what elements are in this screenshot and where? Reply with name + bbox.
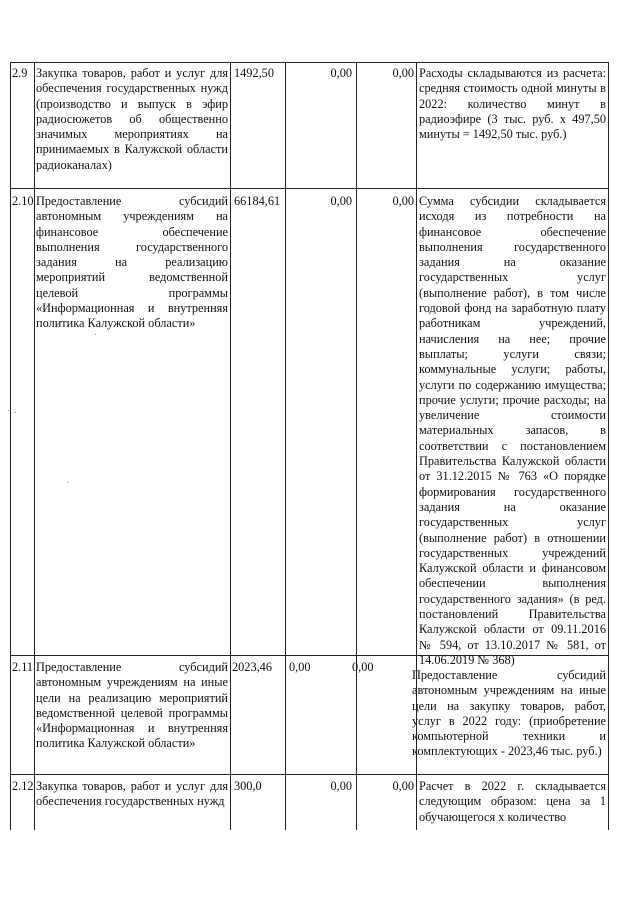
scan-speck: - . bbox=[8, 405, 17, 416]
row-description: Закупка товаров, работ и услуг для обеспечения государственных нужд (производство и выпуск в эфир радиосюжетов об общественно значимых мероприятиях на принимаемых в Калужской области радиоканалах) bbox=[36, 66, 228, 172]
row-note: Сумма субсидии складывается исходя из потребности на финансовое обеспечение выполнения государственного задания на оказание государственных услуг (выполнение работ), в том числе годовой фонд на заработную плату работникам учреждений, начисления на нее; прочие выплаты; услуги связи; коммунальные услуги; работы, услуги по содержанию имущества; прочие услуги; прочие расходы; на увеличение стоимости материальных запасов, в соответствии с постановлением Правительства Калужской области от 31.12.2015 № 763 «О порядке формирования государственного задания на оказание государственных услуг (выполнение работ) в отношении государственных учреждений Калужской области и финансовом обеспечении выполнения государственного задания» (в ред. постановлений Правительства Калужской области от 09.11.2016 № 594, от 13.10.2017 № 581, от 14.06.2019 № 368) bbox=[419, 194, 606, 667]
value-col3: 0,00 bbox=[330, 779, 352, 793]
row-number: 2.11 bbox=[12, 660, 34, 674]
row-top-border bbox=[10, 62, 608, 63]
table-left-border bbox=[10, 62, 11, 830]
row-divider bbox=[10, 188, 608, 189]
amount-value: 66184,61 bbox=[234, 194, 281, 208]
column-divider bbox=[34, 62, 35, 830]
scan-speck: · bbox=[94, 330, 98, 341]
value-col4: 0,00 bbox=[392, 194, 414, 208]
value-col3: 0,00 bbox=[330, 194, 352, 208]
value-col4: 0,00 bbox=[392, 779, 414, 793]
row-note: Расходы складываются из расчета: средняя стоимость одной минуты в 2022: количество минут в радиоэфире (3 тыс. руб. х 497,50 минуты = 1492,50 тыс. руб.) bbox=[419, 66, 606, 142]
column-divider bbox=[356, 62, 357, 830]
value-col3: 0,00 bbox=[289, 660, 311, 674]
amount-value: 2023,46 bbox=[232, 660, 272, 674]
row-divider bbox=[10, 774, 608, 775]
row-note: Расчет в 2022 г. складывается следующим образом: цена за 1 обучающегося х количество bbox=[419, 779, 606, 824]
row-description: Закупка товаров, работ и услуг для обеспечения государственных нужд bbox=[36, 779, 228, 809]
row-number: 2.10 bbox=[12, 194, 34, 208]
row-description: Предоставление субсидий автономным учреждениям на иные цели на реализацию мероприятий ведомственной целевой программы «Информационная и внутренняя политика Калужской области» bbox=[36, 660, 228, 751]
value-col4: 0,00 bbox=[392, 66, 414, 80]
row-number: 2.9 bbox=[12, 66, 28, 80]
column-divider bbox=[230, 62, 231, 830]
row-note: Предоставление субсидий автономным учреждениям на иные цели на закупку товаров, работ, услуг в 2022 году: (приобретение компьютерной техники и комплектующих - 2023,46 тыс. руб.) bbox=[412, 668, 606, 759]
table-right-border bbox=[608, 62, 609, 830]
value-col3: 0,00 bbox=[330, 66, 352, 80]
value-col4: 0,00 bbox=[352, 660, 374, 674]
column-divider bbox=[285, 62, 286, 830]
scan-speck: · bbox=[66, 478, 70, 489]
amount-value: 300,0 bbox=[234, 779, 262, 793]
row-number: 2.12 bbox=[12, 779, 34, 793]
row-description: Предоставление субсидий автономным учреждениям на финансовое обеспечение выполнения государственного задания на реализацию мероприятий ведомственной целевой программы «Информационная и внутренняя политика Калужской области» bbox=[36, 194, 228, 331]
amount-value: 1492,50 bbox=[234, 66, 274, 80]
